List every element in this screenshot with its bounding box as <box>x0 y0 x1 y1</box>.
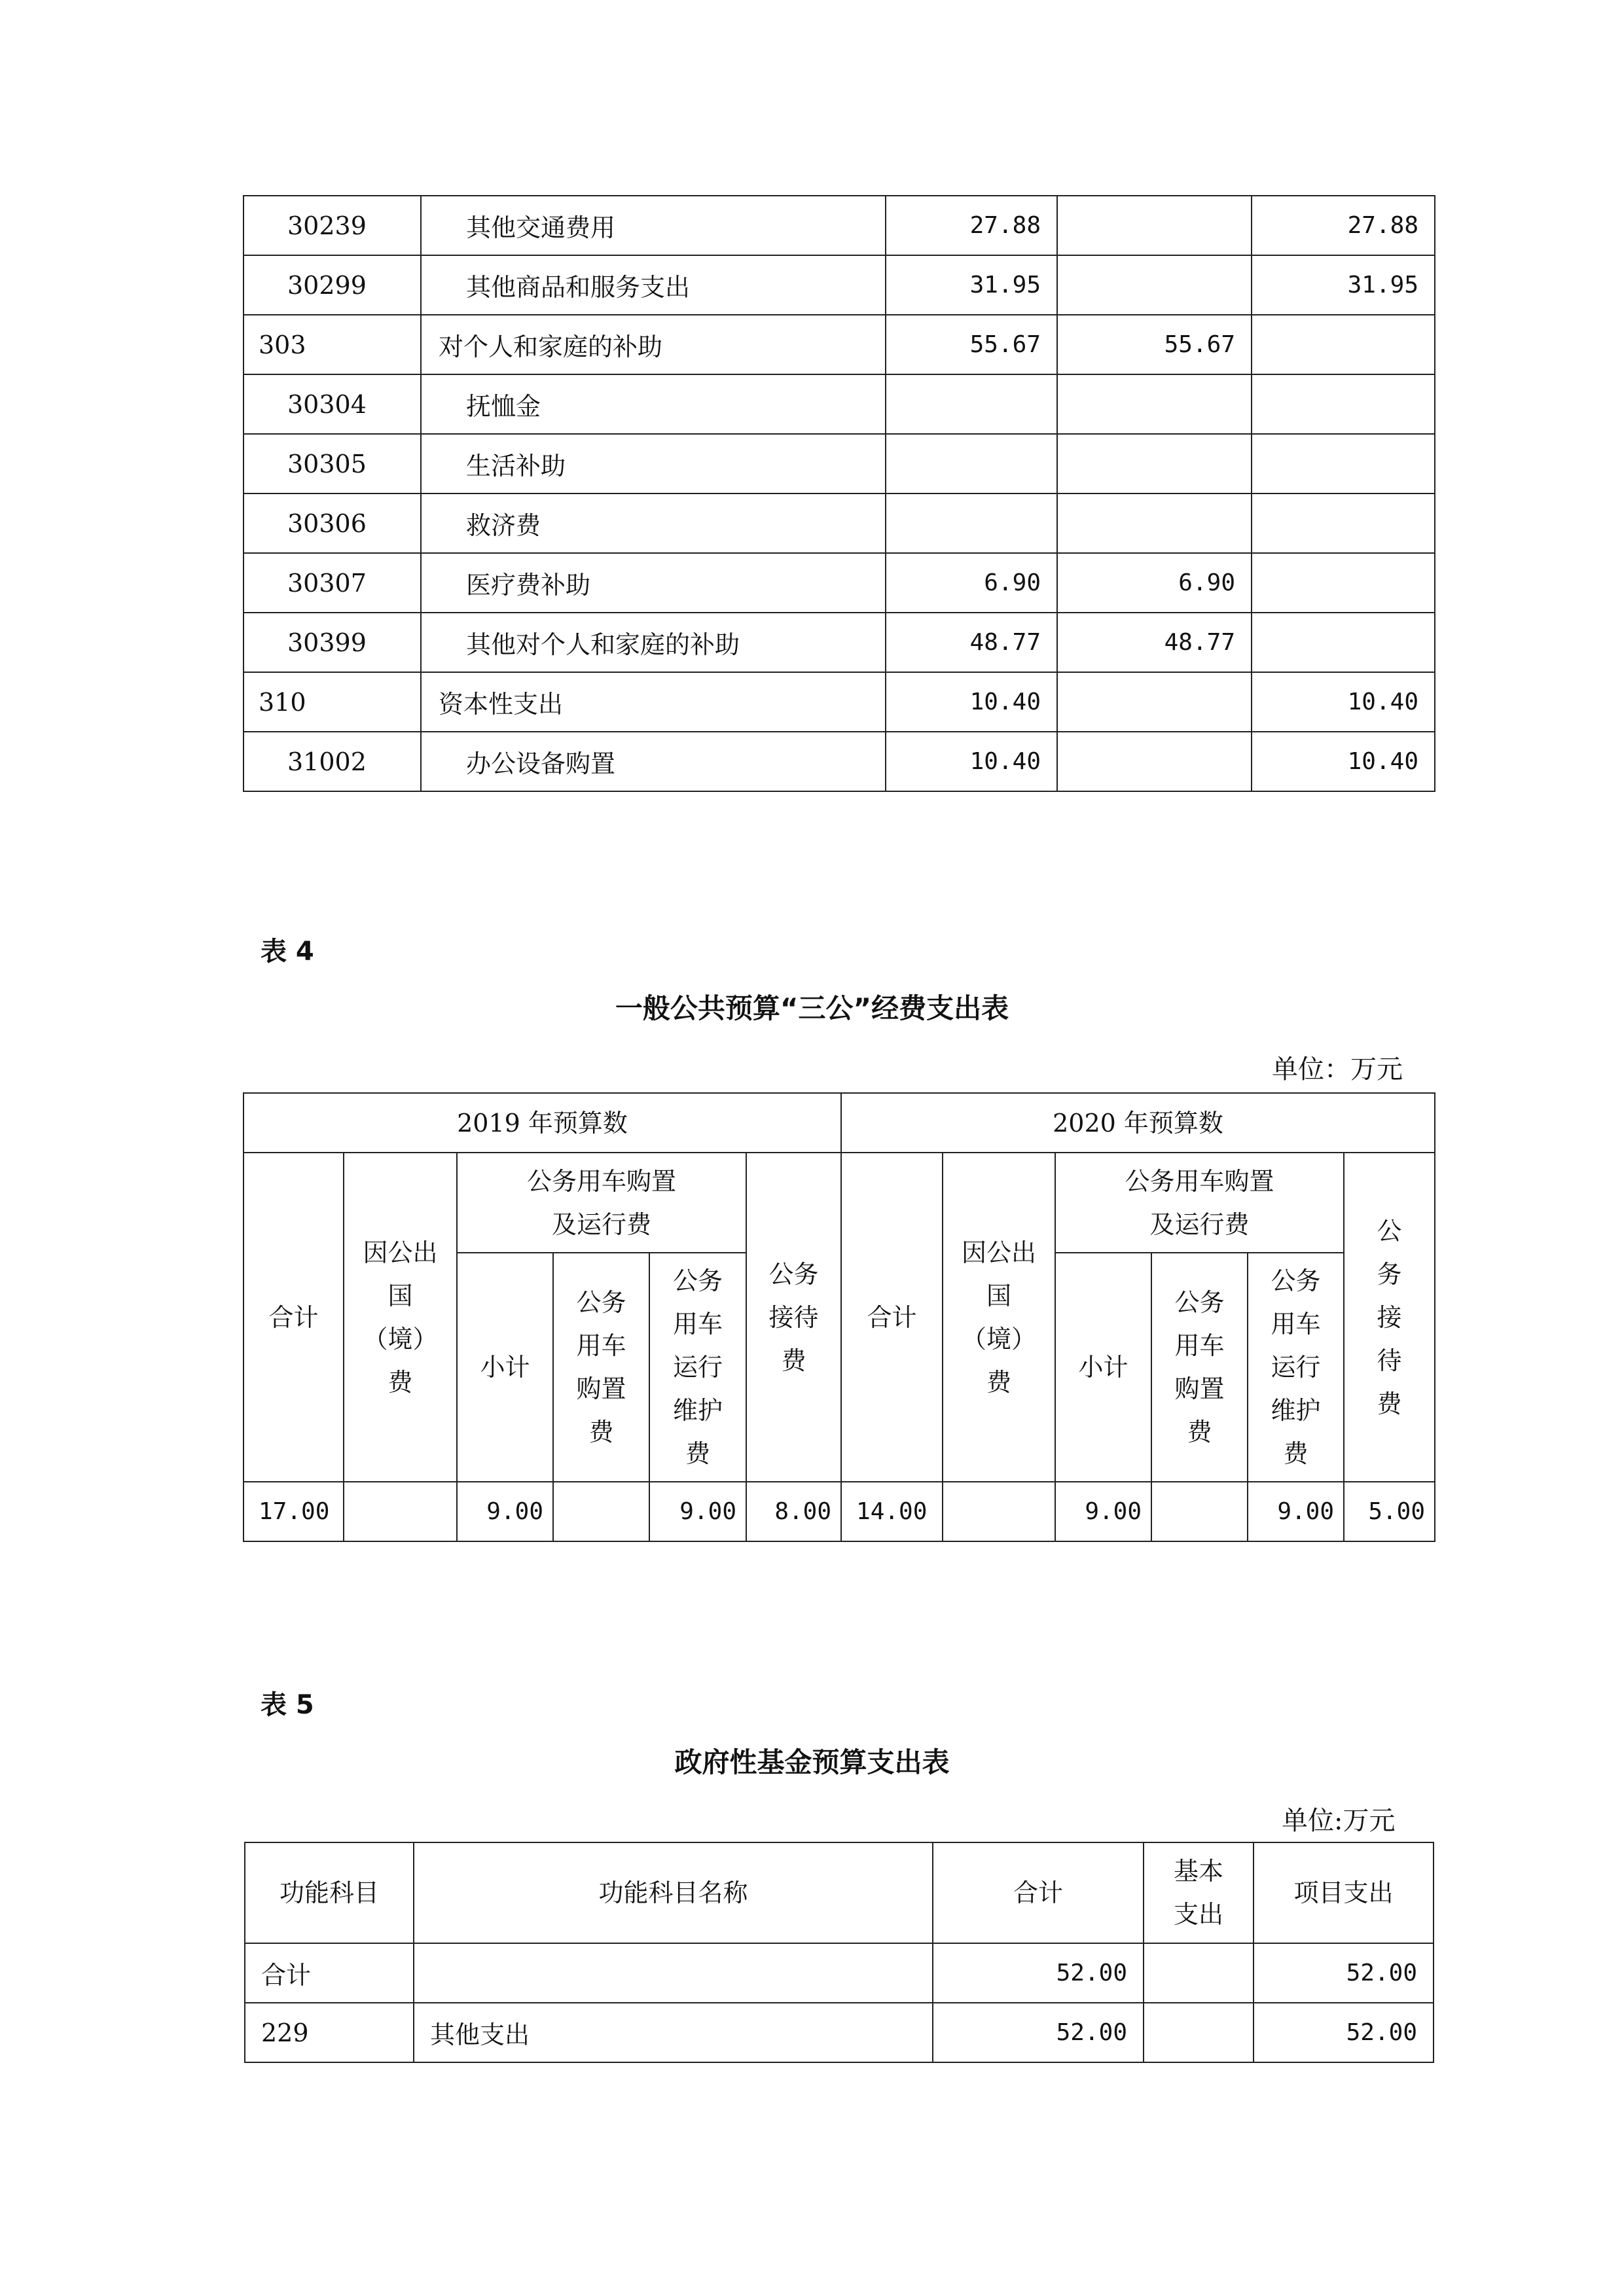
table-row <box>245 1943 1434 2003</box>
header-total: 合计 <box>933 1842 1144 1943</box>
row-total: 52.00 <box>933 2003 1144 2062</box>
row-code: 30304 <box>244 374 421 434</box>
row-name: 对个人和家庭的补助 <box>421 315 886 374</box>
row-code: 31002 <box>244 732 421 791</box>
value-2020-abroad <box>943 1482 1055 1541</box>
row-basic <box>1057 732 1252 791</box>
header-2019-budget: 2019 年预算数 <box>244 1093 841 1153</box>
header-function-code: 功能科目 <box>245 1842 414 1943</box>
value-2020-subtotal: 9.00 <box>1055 1482 1151 1541</box>
row-total: 10.40 <box>886 732 1057 791</box>
row-project: 31.95 <box>1252 255 1435 315</box>
row-code: 30299 <box>244 255 421 315</box>
value-2020-total: 14.00 <box>841 1482 943 1541</box>
row-total: 48.77 <box>886 613 1057 672</box>
table-row <box>244 315 1435 374</box>
row-project: 52.00 <box>1254 1943 1434 2003</box>
row-basic <box>1144 1943 1254 2003</box>
row-basic <box>1057 374 1252 434</box>
row-total <box>886 434 1057 493</box>
value-2020-reception: 5.00 <box>1344 1482 1435 1541</box>
table-row <box>244 374 1435 434</box>
table4-three-public-expenses <box>243 1092 1435 1542</box>
row-basic <box>1057 672 1252 732</box>
row-total: 6.90 <box>886 553 1057 613</box>
row-basic <box>1057 196 1252 255</box>
table3-body <box>244 196 1435 791</box>
table-row <box>244 255 1435 315</box>
row-total: 10.40 <box>886 672 1057 732</box>
row-name: 其他交通费用 <box>421 196 886 255</box>
row-project: 10.40 <box>1252 672 1435 732</box>
row-name: 其他商品和服务支出 <box>421 255 886 315</box>
row-name: 资本性支出 <box>421 672 886 732</box>
row-total: 52.00 <box>933 1943 1144 2003</box>
table-row <box>244 434 1435 493</box>
table5-unit: 单位:万元 <box>1282 1806 1396 1836</box>
value-2019-reception: 8.00 <box>746 1482 841 1541</box>
row-code: 303 <box>244 315 421 374</box>
table5-label: 表 5 <box>261 1690 314 1720</box>
row-code: 310 <box>244 672 421 732</box>
row-name: 其他支出 <box>414 2003 933 2062</box>
header-2020-car-group: 公务用车购置及运行费 <box>1055 1153 1344 1253</box>
value-2019-subtotal: 9.00 <box>457 1482 553 1541</box>
row-name <box>414 1943 933 2003</box>
row-name: 抚恤金 <box>421 374 886 434</box>
header-2020-reception: 公务接待费 <box>1344 1153 1435 1482</box>
table-row <box>244 732 1435 791</box>
table5-title: 政府性基金预算支出表 <box>674 1746 950 1778</box>
row-project <box>1252 553 1435 613</box>
value-2020-car-operation: 9.00 <box>1248 1482 1344 1541</box>
row-total <box>886 493 1057 553</box>
row-project: 10.40 <box>1252 732 1435 791</box>
row-code: 30399 <box>244 613 421 672</box>
table-row <box>244 613 1435 672</box>
row-project: 52.00 <box>1254 2003 1434 2062</box>
table-row <box>244 196 1435 255</box>
row-name: 生活补助 <box>421 434 886 493</box>
table-row <box>244 1482 1435 1541</box>
table-row <box>244 493 1435 553</box>
header-2020-subtotal: 小计 <box>1055 1253 1151 1482</box>
row-name: 其他对个人和家庭的补助 <box>421 613 886 672</box>
row-total <box>886 374 1057 434</box>
header-2020-car-operation: 公务用车运行维护费 <box>1248 1253 1344 1482</box>
header-function-name: 功能科目名称 <box>414 1842 933 1943</box>
row-total: 27.88 <box>886 196 1057 255</box>
value-2020-car-purchase <box>1151 1482 1248 1541</box>
row-code: 30305 <box>244 434 421 493</box>
row-code: 30239 <box>244 196 421 255</box>
row-basic <box>1057 493 1252 553</box>
row-project <box>1252 434 1435 493</box>
row-project <box>1252 613 1435 672</box>
row-basic: 48.77 <box>1057 613 1252 672</box>
row-code: 合计 <box>245 1943 414 2003</box>
header-2019-total: 合计 <box>244 1153 344 1482</box>
table-row <box>244 553 1435 613</box>
table5-government-fund <box>244 1842 1434 2063</box>
row-name: 办公设备购置 <box>421 732 886 791</box>
table-row <box>245 2003 1434 2062</box>
header-2019-reception: 公务接待费 <box>746 1153 841 1482</box>
row-project <box>1252 493 1435 553</box>
row-name: 医疗费补助 <box>421 553 886 613</box>
row-project <box>1252 374 1435 434</box>
value-2019-car-purchase <box>553 1482 649 1541</box>
header-2020-total: 合计 <box>841 1153 943 1482</box>
row-project: 27.88 <box>1252 196 1435 255</box>
row-project <box>1252 315 1435 374</box>
row-basic <box>1057 434 1252 493</box>
row-name: 救济费 <box>421 493 886 553</box>
row-basic: 55.67 <box>1057 315 1252 374</box>
row-code: 30306 <box>244 493 421 553</box>
header-basic: 基本支出 <box>1144 1842 1254 1943</box>
value-2019-total: 17.00 <box>244 1482 344 1541</box>
table4-title: 一般公共预算“三公”经费支出表 <box>615 992 1009 1024</box>
table4-unit: 单位：万元 <box>1272 1054 1403 1085</box>
row-basic <box>1057 255 1252 315</box>
row-basic: 6.90 <box>1057 553 1252 613</box>
header-2019-abroad: 因公出国（境）费 <box>344 1153 457 1482</box>
row-total: 55.67 <box>886 315 1057 374</box>
header-2019-subtotal: 小计 <box>457 1253 553 1482</box>
value-2019-abroad <box>344 1482 457 1541</box>
header-2020-budget: 2020 年预算数 <box>841 1093 1435 1153</box>
header-2019-car-operation: 公务用车运行维护费 <box>649 1253 746 1482</box>
table3-continued <box>243 195 1435 792</box>
header-2020-abroad: 因公出国（境）费 <box>943 1153 1055 1482</box>
row-code: 30307 <box>244 553 421 613</box>
header-2019-car-purchase: 公务用车购置费 <box>553 1253 649 1482</box>
header-2019-car-group: 公务用车购置及运行费 <box>457 1153 746 1253</box>
table4-label: 表 4 <box>261 937 314 967</box>
header-2020-car-purchase: 公务用车购置费 <box>1151 1253 1248 1482</box>
row-total: 31.95 <box>886 255 1057 315</box>
table-row <box>244 672 1435 732</box>
row-basic <box>1144 2003 1254 2062</box>
value-2019-car-operation: 9.00 <box>649 1482 746 1541</box>
row-code: 229 <box>245 2003 414 2062</box>
header-project: 项目支出 <box>1254 1842 1434 1943</box>
